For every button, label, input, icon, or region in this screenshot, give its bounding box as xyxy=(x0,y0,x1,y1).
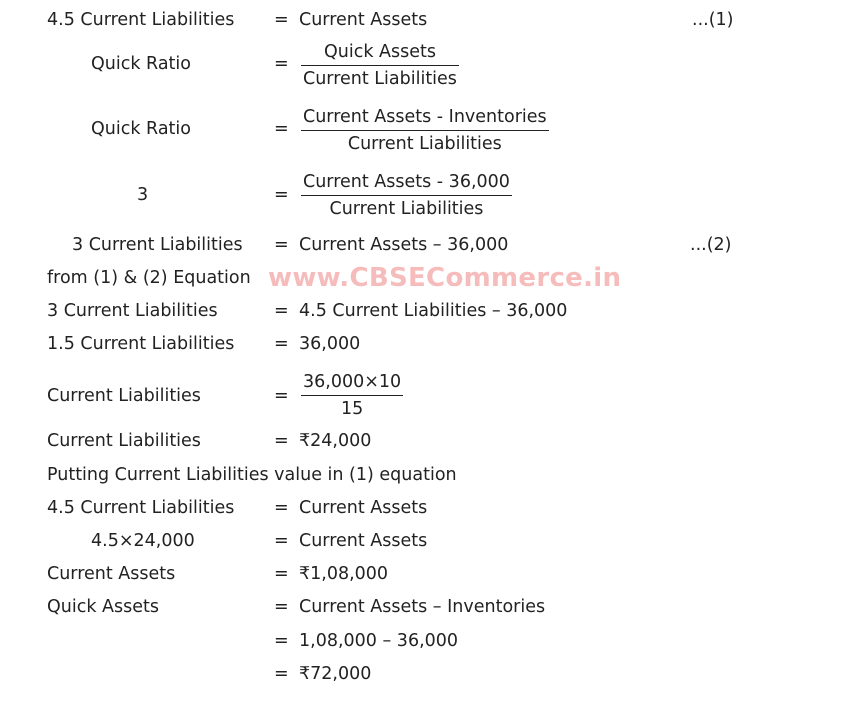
step-left: 4.5 Current Liabilities xyxy=(47,498,235,518)
equals-sign: = xyxy=(274,334,289,354)
equals-sign: = xyxy=(274,119,289,139)
fraction-denominator: Current Liabilities xyxy=(329,199,484,219)
fraction-numerator: Current Assets - 36,000 xyxy=(303,172,510,192)
quick-ratio-fraction xyxy=(301,41,459,90)
step-right: Current Assets – Inventories xyxy=(299,597,546,617)
current-liabilities-label: Current Liabilities xyxy=(47,386,201,406)
step-right: Current Assets xyxy=(299,531,428,551)
step-left: 1.5 Current Liabilities xyxy=(47,334,235,354)
current-liabilities-result: ₹24,000 xyxy=(299,431,372,451)
eq2-right: Current Assets – 36,000 xyxy=(299,235,509,255)
current-liabilities-fraction xyxy=(301,371,403,420)
equals-sign: = xyxy=(274,498,289,518)
step-left: 4.5×24,000 xyxy=(91,531,195,551)
fraction-numerator: 36,000×10 xyxy=(303,372,402,392)
step-right: 36,000 xyxy=(299,334,361,354)
equals-sign: = xyxy=(274,597,289,617)
quick-ratio-label: Quick Ratio xyxy=(91,119,191,139)
ratio-value: 3 xyxy=(137,185,149,205)
equals-sign: = xyxy=(274,10,289,30)
eq1-left: 4.5 Current Liabilities xyxy=(47,10,235,30)
step-right: 1,08,000 – 36,000 xyxy=(299,631,459,651)
quick-ratio-expanded-fraction xyxy=(301,106,549,155)
current-liabilities-label: Current Liabilities xyxy=(47,431,201,451)
equals-sign: = xyxy=(274,631,289,651)
fraction-denominator: Current Liabilities xyxy=(347,134,502,154)
step-right: 4.5 Current Liabilities – 36,000 xyxy=(299,301,568,321)
eq1-reference: ...(1) xyxy=(692,10,734,30)
step-left: 3 Current Liabilities xyxy=(47,301,218,321)
equals-sign: = xyxy=(274,531,289,551)
fraction-denominator: Current Liabilities xyxy=(303,69,457,89)
equals-sign: = xyxy=(274,431,289,451)
eq2-left: 3 Current Liabilities xyxy=(72,235,243,255)
substitution-note: Putting Current Liabilities value in (1) equation xyxy=(47,465,457,485)
fraction-numerator: Quick Assets xyxy=(323,42,436,62)
equals-sign: = xyxy=(274,564,289,584)
quick-assets-result: ₹72,000 xyxy=(299,664,372,684)
current-assets-result: ₹1,08,000 xyxy=(299,564,389,584)
equals-sign: = xyxy=(274,386,289,406)
fraction-numerator: Current Assets - Inventories xyxy=(303,107,547,127)
eq1-right: Current Assets xyxy=(299,10,428,30)
quick-ratio-label: Quick Ratio xyxy=(91,54,191,74)
equals-sign: = xyxy=(274,185,289,205)
ratio-substituted-fraction xyxy=(301,171,512,220)
equals-sign: = xyxy=(274,235,289,255)
equals-sign: = xyxy=(274,54,289,74)
equals-sign: = xyxy=(274,301,289,321)
step-right: Current Assets xyxy=(299,498,428,518)
quick-assets-label: Quick Assets xyxy=(47,597,159,617)
watermark-text: www.CBSECommerce.in xyxy=(268,263,622,293)
eq2-reference: ...(2) xyxy=(690,235,732,255)
fraction-denominator: 15 xyxy=(340,399,364,419)
current-assets-label: Current Assets xyxy=(47,564,176,584)
combine-equations-note: from (1) & (2) Equation xyxy=(47,268,251,288)
equals-sign: = xyxy=(274,664,289,684)
